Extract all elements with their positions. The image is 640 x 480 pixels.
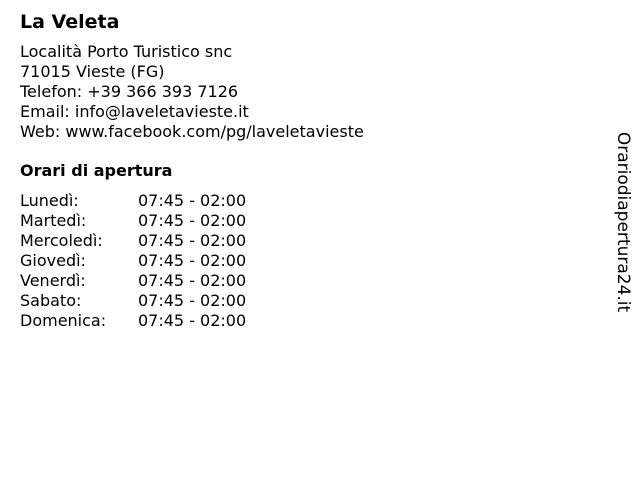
- web-line: Web: www.facebook.com/pg/laveletavieste: [20, 122, 364, 141]
- time-range: 07:45 - 02:00: [138, 211, 247, 230]
- day-label: Mercoledì:: [20, 231, 103, 250]
- business-card: [20, 10, 580, 331]
- site-brand-vertical: Orariodiapertura24.it: [613, 131, 633, 313]
- opening-hours-table: [20, 191, 246, 331]
- time-range: 07:45 - 02:00: [138, 251, 247, 270]
- hours-row-monday: [20, 191, 246, 211]
- day-label: Domenica:: [20, 311, 107, 330]
- hours-row-friday: [20, 271, 246, 291]
- hours-row-saturday: [20, 291, 246, 311]
- email-line: Email: info@laveletavieste.it: [20, 102, 249, 121]
- day-label: Martedì:: [20, 211, 87, 230]
- address-line-2: 71015 Vieste (FG): [20, 62, 165, 81]
- opening-hours-heading: Orari di apertura: [20, 161, 173, 180]
- hours-row-tuesday: [20, 211, 246, 231]
- hours-row-wednesday: [20, 231, 246, 251]
- phone-line: Telefon: +39 366 393 7126: [20, 82, 239, 101]
- day-label: Venerdì:: [20, 271, 86, 290]
- hours-row-sunday: [20, 311, 246, 331]
- time-range: 07:45 - 02:00: [138, 231, 247, 250]
- time-range: 07:45 - 02:00: [138, 291, 247, 310]
- business-name: La Veleta: [20, 11, 120, 33]
- hours-row-thursday: [20, 251, 246, 271]
- address-line-1: Località Porto Turistico snc: [20, 42, 233, 61]
- time-range: 07:45 - 02:00: [138, 311, 247, 330]
- day-label: Sabato:: [20, 291, 82, 310]
- day-label: Giovedì:: [20, 251, 86, 270]
- day-label: Lunedì:: [20, 191, 79, 210]
- time-range: 07:45 - 02:00: [138, 191, 247, 210]
- time-range: 07:45 - 02:00: [138, 271, 247, 290]
